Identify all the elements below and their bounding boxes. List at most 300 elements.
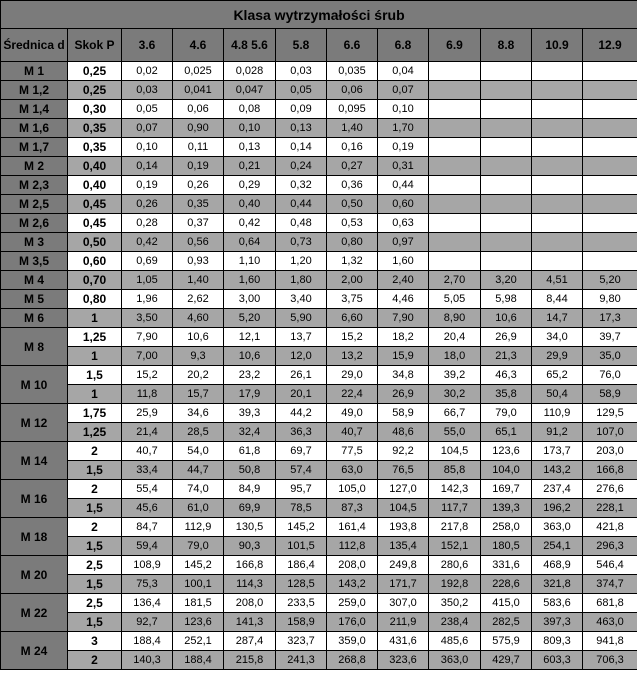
value-cell: 0,24 (276, 157, 327, 176)
value-cell: 59,4 (122, 537, 173, 556)
value-cell: 1,80 (276, 271, 327, 290)
value-cell: 13,2 (327, 347, 378, 366)
value-cell: 217,8 (429, 518, 481, 537)
pitch-cell: 0,25 (68, 81, 122, 100)
table-row (1, 499, 637, 518)
value-cell: 17,3 (583, 309, 637, 328)
value-cell: 5,20 (583, 271, 637, 290)
value-cell: 152,1 (429, 537, 481, 556)
table-row (1, 404, 637, 423)
value-cell: 0,53 (327, 214, 378, 233)
thread-size-cell: M 3,5 (1, 252, 68, 271)
class-header: 4.6 (173, 29, 224, 62)
table-row (1, 632, 637, 651)
value-cell: 169,7 (481, 480, 532, 499)
value-cell: 0,32 (276, 176, 327, 195)
value-cell: 130,5 (224, 518, 276, 537)
value-cell: 21,4 (122, 423, 173, 442)
value-cell: 61,8 (224, 442, 276, 461)
value-cell: 575,9 (481, 632, 532, 651)
value-cell: 228,1 (583, 499, 637, 518)
pitch-cell: 1,5 (68, 613, 122, 632)
value-cell: 0,64 (224, 233, 276, 252)
thread-size-cell: M 10 (1, 366, 68, 404)
value-cell: 1,20 (276, 252, 327, 271)
value-cell: 1,96 (122, 290, 173, 309)
value-cell: 3,50 (122, 309, 173, 328)
value-cell: 92,2 (378, 442, 429, 461)
value-cell: 280,6 (429, 556, 481, 575)
value-cell: 941,8 (583, 632, 637, 651)
pitch-cell: 2 (68, 518, 122, 537)
value-cell: 35,8 (481, 385, 532, 404)
value-cell: 30,2 (429, 385, 481, 404)
table-row (1, 594, 637, 613)
table-row (1, 556, 637, 575)
value-cell: 117,7 (429, 499, 481, 518)
pitch-cell: 0,45 (68, 214, 122, 233)
value-cell: 15,9 (378, 347, 429, 366)
value-cell: 0,13 (224, 138, 276, 157)
value-cell: 22,4 (327, 385, 378, 404)
value-cell (583, 252, 637, 271)
value-cell: 363,0 (532, 518, 583, 537)
table-row (1, 613, 637, 632)
value-cell: 0,44 (276, 195, 327, 214)
table-row (1, 518, 637, 537)
value-cell: 431,6 (378, 632, 429, 651)
value-cell: 166,8 (583, 461, 637, 480)
thread-size-cell: M 1 (1, 62, 68, 81)
value-cell: 91,2 (532, 423, 583, 442)
value-cell (481, 252, 532, 271)
value-cell: 321,8 (532, 575, 583, 594)
table-row (1, 328, 637, 347)
value-cell: 0,28 (122, 214, 173, 233)
value-cell: 15,2 (327, 328, 378, 347)
value-cell: 603,3 (532, 651, 583, 670)
value-cell: 65,2 (532, 366, 583, 385)
value-cell: 0,19 (378, 138, 429, 157)
table-row (1, 62, 637, 81)
value-cell: 350,2 (429, 594, 481, 613)
value-cell: 34,8 (378, 366, 429, 385)
value-cell: 0,19 (173, 157, 224, 176)
value-cell: 107,0 (583, 423, 637, 442)
value-cell: 112,9 (173, 518, 224, 537)
value-cell: 58,9 (583, 385, 637, 404)
value-cell: 1,40 (173, 271, 224, 290)
value-cell: 228,6 (481, 575, 532, 594)
value-cell (583, 157, 637, 176)
value-cell: 208,0 (224, 594, 276, 613)
value-cell: 203,0 (583, 442, 637, 461)
pitch-cell: 1,5 (68, 366, 122, 385)
value-cell: 161,4 (327, 518, 378, 537)
value-cell: 0,48 (276, 214, 327, 233)
value-cell: 0,42 (122, 233, 173, 252)
value-cell: 76,0 (583, 366, 637, 385)
thread-size-cell: M 1,4 (1, 100, 68, 119)
pitch-cell: 1 (68, 309, 122, 328)
value-cell: 0,08 (224, 100, 276, 119)
value-cell: 20,4 (429, 328, 481, 347)
value-cell: 3,00 (224, 290, 276, 309)
value-cell: 4,51 (532, 271, 583, 290)
value-cell: 84,9 (224, 480, 276, 499)
value-cell: 359,0 (327, 632, 378, 651)
value-cell: 33,4 (122, 461, 173, 480)
pitch-cell: 1,25 (68, 423, 122, 442)
value-cell (429, 195, 481, 214)
value-cell: 87,3 (327, 499, 378, 518)
value-cell: 143,2 (532, 461, 583, 480)
value-cell: 0,60 (378, 195, 429, 214)
value-cell: 0,26 (122, 195, 173, 214)
value-cell: 114,3 (224, 575, 276, 594)
pitch-cell: 1,75 (68, 404, 122, 423)
value-cell: 6,60 (327, 309, 378, 328)
value-cell (481, 81, 532, 100)
value-cell: 145,2 (276, 518, 327, 537)
value-cell (532, 195, 583, 214)
value-cell: 0,44 (378, 176, 429, 195)
value-cell (532, 100, 583, 119)
header-row (1, 29, 637, 62)
value-cell: 10,6 (481, 309, 532, 328)
table-row (1, 233, 637, 252)
value-cell: 0,07 (378, 81, 429, 100)
value-cell: 7,90 (378, 309, 429, 328)
value-cell (481, 100, 532, 119)
value-cell (532, 62, 583, 81)
value-cell: 13,7 (276, 328, 327, 347)
pitch-cell: 2,5 (68, 594, 122, 613)
value-cell: 128,5 (276, 575, 327, 594)
value-cell: 296,3 (583, 537, 637, 556)
value-cell: 429,7 (481, 651, 532, 670)
class-header: 6.8 (378, 29, 429, 62)
value-cell: 39,3 (224, 404, 276, 423)
table-row (1, 309, 637, 328)
table-row (1, 252, 637, 271)
value-cell: 0,63 (378, 214, 429, 233)
value-cell: 9,80 (583, 290, 637, 309)
pitch-cell: 3 (68, 632, 122, 651)
table-row (1, 176, 637, 195)
value-cell: 188,4 (122, 632, 173, 651)
value-cell: 331,6 (481, 556, 532, 575)
value-cell: 0,047 (224, 81, 276, 100)
class-header: 3.6 (122, 29, 173, 62)
table-row (1, 442, 637, 461)
value-cell: 0,05 (122, 100, 173, 119)
pitch-cell: 2 (68, 651, 122, 670)
value-cell: 0,10 (224, 119, 276, 138)
value-cell: 0,035 (327, 62, 378, 81)
value-cell: 5,05 (429, 290, 481, 309)
pitch-cell: 1 (68, 347, 122, 366)
value-cell (429, 100, 481, 119)
value-cell: 78,5 (276, 499, 327, 518)
pitch-cell: 1,5 (68, 461, 122, 480)
value-cell: 0,095 (327, 100, 378, 119)
value-cell: 55,4 (122, 480, 173, 499)
value-cell: 101,5 (276, 537, 327, 556)
value-cell: 136,4 (122, 594, 173, 613)
thread-size-cell: M 6 (1, 309, 68, 328)
value-cell: 18,2 (378, 328, 429, 347)
value-cell (532, 157, 583, 176)
value-cell: 249,8 (378, 556, 429, 575)
value-cell: 39,2 (429, 366, 481, 385)
value-cell: 3,40 (276, 290, 327, 309)
value-cell: 188,4 (173, 651, 224, 670)
thread-size-cell: M 12 (1, 404, 68, 442)
value-cell: 307,0 (378, 594, 429, 613)
value-cell: 0,93 (173, 252, 224, 271)
value-cell: 0,90 (173, 119, 224, 138)
thread-size-cell: M 2,6 (1, 214, 68, 233)
thread-size-cell: M 5 (1, 290, 68, 309)
value-cell: 135,4 (378, 537, 429, 556)
value-cell: 282,5 (481, 613, 532, 632)
value-cell: 45,6 (122, 499, 173, 518)
thread-size-cell: M 2,5 (1, 195, 68, 214)
value-cell: 14,7 (532, 309, 583, 328)
thread-size-cell: M 4 (1, 271, 68, 290)
value-cell: 415,0 (481, 594, 532, 613)
value-cell: 0,025 (173, 62, 224, 81)
value-cell: 706,3 (583, 651, 637, 670)
value-cell: 0,31 (378, 157, 429, 176)
value-cell: 90,3 (224, 537, 276, 556)
value-cell: 142,3 (429, 480, 481, 499)
value-cell: 0,36 (327, 176, 378, 195)
value-cell: 0,19 (122, 176, 173, 195)
value-cell: 0,09 (276, 100, 327, 119)
value-cell (481, 176, 532, 195)
value-cell: 5,90 (276, 309, 327, 328)
value-cell: 268,8 (327, 651, 378, 670)
value-cell: 180,5 (481, 537, 532, 556)
thread-size-cell: M 2 (1, 157, 68, 176)
value-cell (532, 119, 583, 138)
pitch-cell: 0,60 (68, 252, 122, 271)
value-cell (481, 119, 532, 138)
thread-size-cell: M 22 (1, 594, 68, 632)
thread-size-cell: M 20 (1, 556, 68, 594)
value-cell: 141,3 (224, 613, 276, 632)
value-cell: 181,5 (173, 594, 224, 613)
value-cell: 29,9 (532, 347, 583, 366)
pitch-cell: 0,70 (68, 271, 122, 290)
value-cell: 7,90 (122, 328, 173, 347)
value-cell: 4,60 (173, 309, 224, 328)
value-cell: 0,10 (378, 100, 429, 119)
value-cell: 26,9 (481, 328, 532, 347)
value-cell (429, 62, 481, 81)
value-cell: 32,4 (224, 423, 276, 442)
value-cell: 5,98 (481, 290, 532, 309)
table-row (1, 81, 637, 100)
value-cell: 9,3 (173, 347, 224, 366)
value-cell: 237,4 (532, 480, 583, 499)
value-cell: 63,0 (327, 461, 378, 480)
value-cell: 158,9 (276, 613, 327, 632)
value-cell: 485,6 (429, 632, 481, 651)
thread-size-cell: M 18 (1, 518, 68, 556)
class-header: 5.8 (276, 29, 327, 62)
table-row (1, 138, 637, 157)
value-cell: 583,6 (532, 594, 583, 613)
value-cell: 129,5 (583, 404, 637, 423)
value-cell: 12,1 (224, 328, 276, 347)
value-cell (583, 62, 637, 81)
value-cell: 10,6 (173, 328, 224, 347)
value-cell: 0,041 (173, 81, 224, 100)
value-cell: 1,05 (122, 271, 173, 290)
value-cell: 25,9 (122, 404, 173, 423)
value-cell: 215,8 (224, 651, 276, 670)
table-row (1, 366, 637, 385)
value-cell: 0,03 (276, 62, 327, 81)
table-row (1, 119, 637, 138)
pitch-cell: 1,5 (68, 575, 122, 594)
thread-size-cell: M 14 (1, 442, 68, 480)
value-cell: 192,8 (429, 575, 481, 594)
value-cell: 66,7 (429, 404, 481, 423)
value-cell: 69,9 (224, 499, 276, 518)
pitch-cell: 0,35 (68, 119, 122, 138)
value-cell: 28,5 (173, 423, 224, 442)
value-cell: 0,028 (224, 62, 276, 81)
value-cell: 0,11 (173, 138, 224, 157)
value-cell: 44,2 (276, 404, 327, 423)
value-cell: 26,9 (378, 385, 429, 404)
table-row (1, 537, 637, 556)
value-cell: 0,42 (224, 214, 276, 233)
value-cell: 186,4 (276, 556, 327, 575)
value-cell: 1,60 (224, 271, 276, 290)
value-cell: 11,8 (122, 385, 173, 404)
table-row (1, 271, 637, 290)
value-cell: 1,10 (224, 252, 276, 271)
class-header: 12.9 (583, 29, 637, 62)
value-cell: 29,0 (327, 366, 378, 385)
value-cell (429, 119, 481, 138)
value-cell: 259,0 (327, 594, 378, 613)
value-cell: 8,44 (532, 290, 583, 309)
value-cell: 173,7 (532, 442, 583, 461)
value-cell: 546,4 (583, 556, 637, 575)
value-cell: 0,03 (122, 81, 173, 100)
value-cell (583, 119, 637, 138)
value-cell: 0,07 (122, 119, 173, 138)
class-header: 6.9 (429, 29, 481, 62)
value-cell: 84,7 (122, 518, 173, 537)
value-cell: 1,40 (327, 119, 378, 138)
pitch-cell: 0,40 (68, 157, 122, 176)
value-cell: 8,90 (429, 309, 481, 328)
value-cell: 140,3 (122, 651, 173, 670)
value-cell: 34,6 (173, 404, 224, 423)
value-cell (583, 100, 637, 119)
value-cell (532, 252, 583, 271)
value-cell: 0,29 (224, 176, 276, 195)
value-cell: 374,7 (583, 575, 637, 594)
value-cell: 468,9 (532, 556, 583, 575)
value-cell: 61,0 (173, 499, 224, 518)
value-cell: 21,3 (481, 347, 532, 366)
value-cell: 0,27 (327, 157, 378, 176)
pitch-cell: 0,25 (68, 62, 122, 81)
value-cell: 463,0 (583, 613, 637, 632)
value-cell (429, 252, 481, 271)
value-cell: 0,16 (327, 138, 378, 157)
value-cell (583, 214, 637, 233)
value-cell: 397,3 (532, 613, 583, 632)
value-cell: 23,2 (224, 366, 276, 385)
table-row (1, 290, 637, 309)
value-cell: 681,8 (583, 594, 637, 613)
value-cell: 110,9 (532, 404, 583, 423)
table-row (1, 480, 637, 499)
class-header: 8.8 (481, 29, 532, 62)
table-row (1, 575, 637, 594)
value-cell: 46,3 (481, 366, 532, 385)
value-cell: 0,10 (122, 138, 173, 157)
value-cell: 10,6 (224, 347, 276, 366)
pitch-cell: 1,5 (68, 537, 122, 556)
value-cell: 0,35 (173, 195, 224, 214)
value-cell: 193,8 (378, 518, 429, 537)
value-cell: 1,60 (378, 252, 429, 271)
value-cell: 85,8 (429, 461, 481, 480)
value-cell: 171,7 (378, 575, 429, 594)
value-cell: 79,0 (481, 404, 532, 423)
pitch-cell: 2 (68, 442, 122, 461)
value-cell: 0,06 (173, 100, 224, 119)
thread-size-cell: M 8 (1, 328, 68, 366)
value-cell (583, 138, 637, 157)
table-row (1, 651, 637, 670)
value-cell: 143,2 (327, 575, 378, 594)
value-cell (429, 138, 481, 157)
table-row (1, 157, 637, 176)
value-cell: 74,0 (173, 480, 224, 499)
value-cell (429, 157, 481, 176)
value-cell: 258,0 (481, 518, 532, 537)
value-cell: 238,4 (429, 613, 481, 632)
value-cell: 57,4 (276, 461, 327, 480)
value-cell: 44,7 (173, 461, 224, 480)
value-cell: 0,37 (173, 214, 224, 233)
value-cell (429, 214, 481, 233)
value-cell: 241,3 (276, 651, 327, 670)
value-cell: 0,06 (327, 81, 378, 100)
value-cell (583, 233, 637, 252)
value-cell: 2,62 (173, 290, 224, 309)
value-cell: 0,21 (224, 157, 276, 176)
table-row (1, 100, 637, 119)
value-cell: 208,0 (327, 556, 378, 575)
value-cell: 112,8 (327, 537, 378, 556)
value-cell (481, 233, 532, 252)
value-cell: 0,13 (276, 119, 327, 138)
thread-size-cell: M 2,3 (1, 176, 68, 195)
class-header: 10.9 (532, 29, 583, 62)
